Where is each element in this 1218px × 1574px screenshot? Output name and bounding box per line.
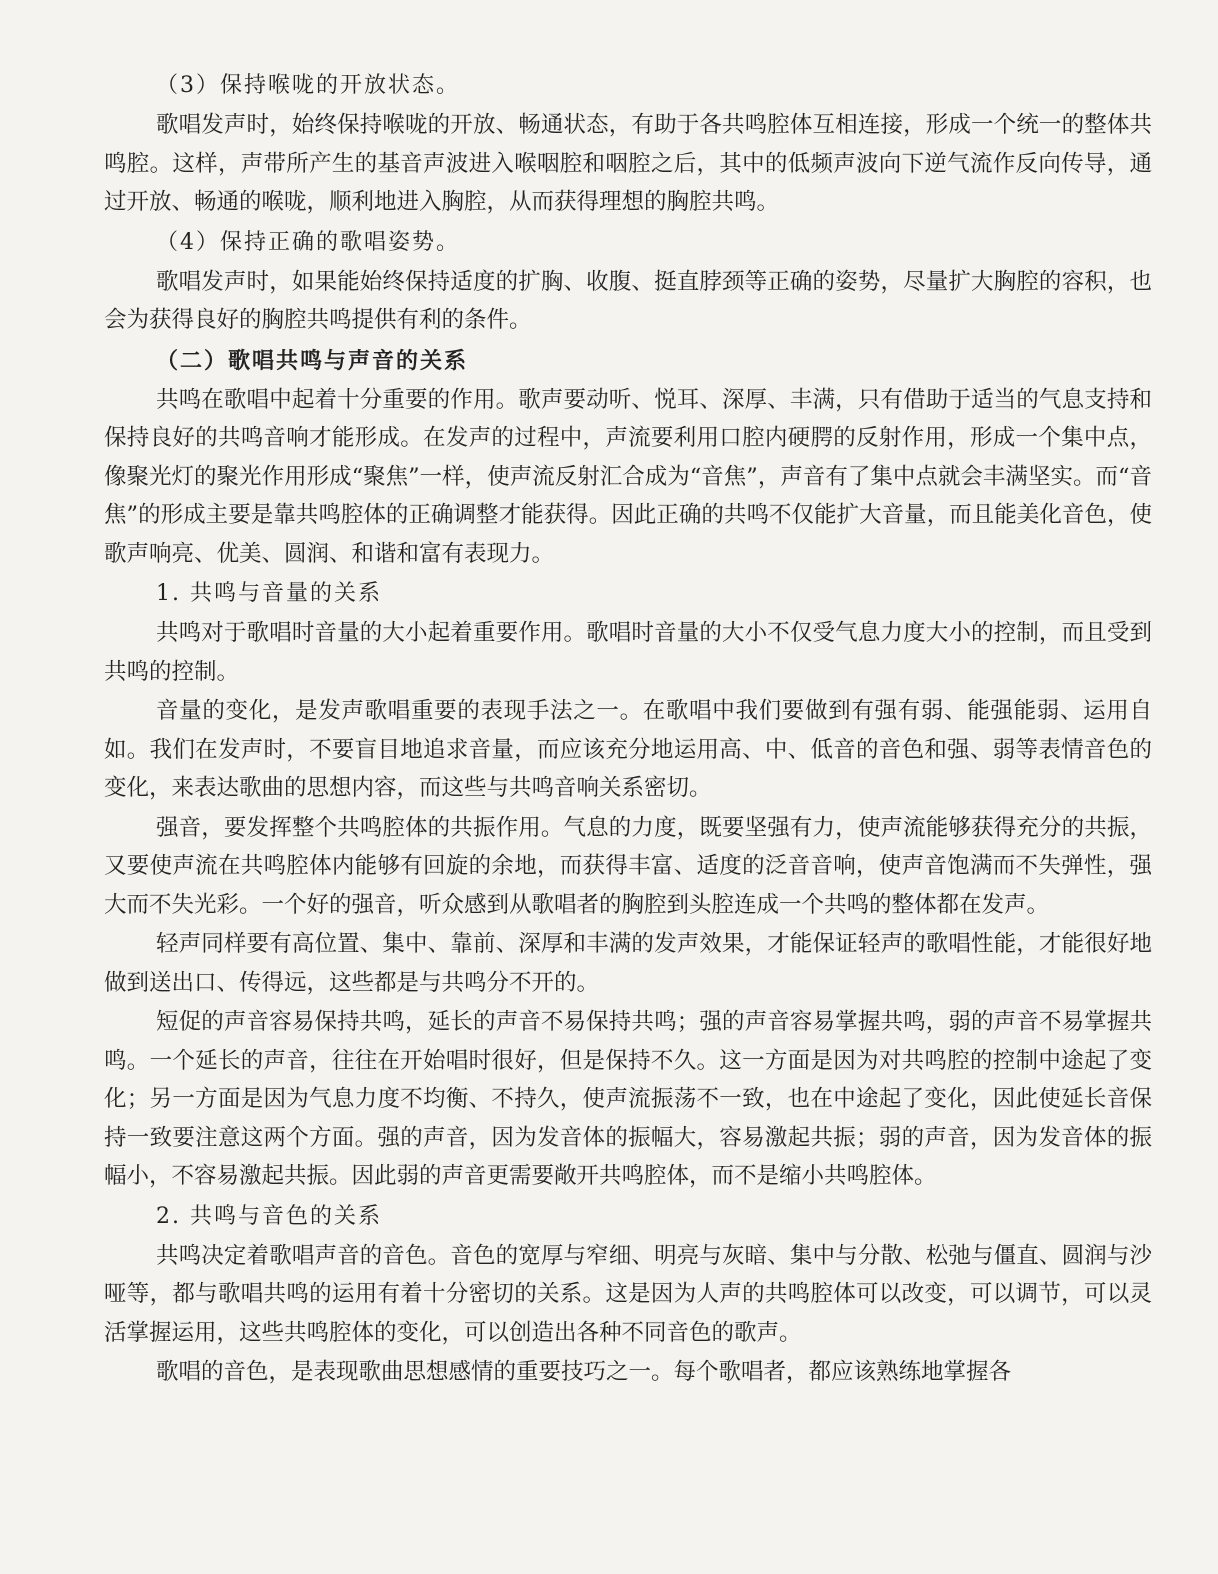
subheading-resonance-timbre: 2. 共鸣与音色的关系 — [156, 1203, 382, 1229]
paragraph-volume-control: 共鸣对于歌唱时音量的大小起着重要作用。歌唱时音量的大小不仅受气息力度大小的控制，而且受到共鸣的控制。 — [104, 620, 1152, 685]
paragraph-timbre: 共鸣决定着歌唱声音的音色。音色的宽厚与窄细、明亮与灰暗、集中与分散、松弛与僵直、圆润与沙哑等，都与歌唱共鸣的运用有着十分密切的关系。这是因为人声的共鸣腔体可以改变，可以调节，可以灵活掌握运用，这些共鸣腔体的变化，可以创造出各种不同音色的歌声。 — [104, 1242, 1152, 1346]
paragraph-resonance-role: 共鸣在歌唱中起着十分重要的作用。歌声要动听、悦耳、深厚、丰满，只有借助于适当的气息支持和保持良好的共鸣音响才能形成。在发声的过程中，声流要利用口腔内硬腭的反射作用，形成一个集中点，像聚光灯的聚光作用形成“聚焦”一样，使声流反射汇合成为“音焦”，声音有了集中点就会丰满坚实。而“音焦”的形成主要是靠共鸣腔体的正确调整才能获得。因此正确的共鸣不仅能扩大音量，而且能美化音色，使歌声响亮、优美、圆润、和谐和富有表现力。 — [104, 386, 1152, 567]
paragraph-volume-change: 音量的变化，是发声歌唱重要的表现手法之一。在歌唱中我们要做到有强有弱、能强能弱、运用自如。我们在发声时，不要盲目地追求音量，而应该充分地运用高、中、低音的音色和强、弱等表情音色的变化，来表达歌曲的思想内容，而这些与共鸣音响关系密切。 — [104, 698, 1152, 801]
paragraph-timbre-technique: 歌唱的音色，是表现歌曲思想感情的重要技巧之一。每个歌唱者，都应该熟练地掌握各 — [156, 1359, 1012, 1385]
paragraph-short-long-tones: 短促的声音容易保持共鸣，延长的声音不易保持共鸣；强的声音容易掌握共鸣，弱的声音不易掌握共鸣。一个延长的声音，往往在开始唱时很好，但是保持不久。这一方面是因为对共鸣腔的控制中途起了变化；另一方面是因为气息力度不均衡、不持久，使声流振荡不一致，也在中途起了变化，因此使延长音保持一致要注意这两个方面。强的声音，因为发音体的振幅大，容易激起共振；弱的声音，因为发音体的振幅小，不容易激起共振。因此弱的声音更需要敞开共鸣腔体，而不是缩小共鸣腔体。 — [104, 1009, 1152, 1189]
section-heading-resonance-and-sound: （二）歌唱共鸣与声音的关系 — [156, 347, 469, 374]
subheading-correct-posture: （4）保持正确的歌唱姿势。 — [156, 229, 460, 255]
subheading-resonance-volume: 1. 共鸣与音量的关系 — [156, 581, 382, 606]
subheading-keep-throat-open: （3）保持喉咙的开放状态。 — [156, 73, 460, 98]
paragraph-throat-open: 歌唱发声时，始终保持喉咙的开放、畅通状态，有助于各共鸣腔体互相连接，形成一个统一的整体共鸣腔。这样，声带所产生的基音声波进入喉咽腔和咽腔之后，其中的低频声波向下逆气流作反向传导，通过开放、畅通的喉咙，顺利地进入胸腔，从而获得理想的胸腔共鸣。 — [104, 112, 1152, 215]
paragraph-soft-tone: 轻声同样要有高位置、集中、靠前、深厚和丰满的发声效果，才能保证轻声的歌唱性能，才能很好地做到送出口、传得远，这些都是与共鸣分不开的。 — [104, 931, 1152, 996]
paragraph-posture: 歌唱发声时，如果能始终保持适度的扩胸、收腹、挺直脖颈等正确的姿势，尽量扩大胸腔的容积，也会为获得良好的胸腔共鸣提供有利的条件。 — [104, 268, 1152, 333]
page-body — [104, 66, 1152, 1393]
paragraph-strong-tone: 强音，要发挥整个共鸣腔体的共振作用。气息的力度，既要坚强有力，使声流能够获得充分的共振，又要使声流在共鸣腔体内能够有回旋的余地，而获得丰富、适度的泛音音响，使声音饱满而不失弹性，强大而不失光彩。一个好的强音，听众感到从歌唱者的胸腔到头腔连成一个共鸣的整体都在发声。 — [104, 814, 1152, 918]
